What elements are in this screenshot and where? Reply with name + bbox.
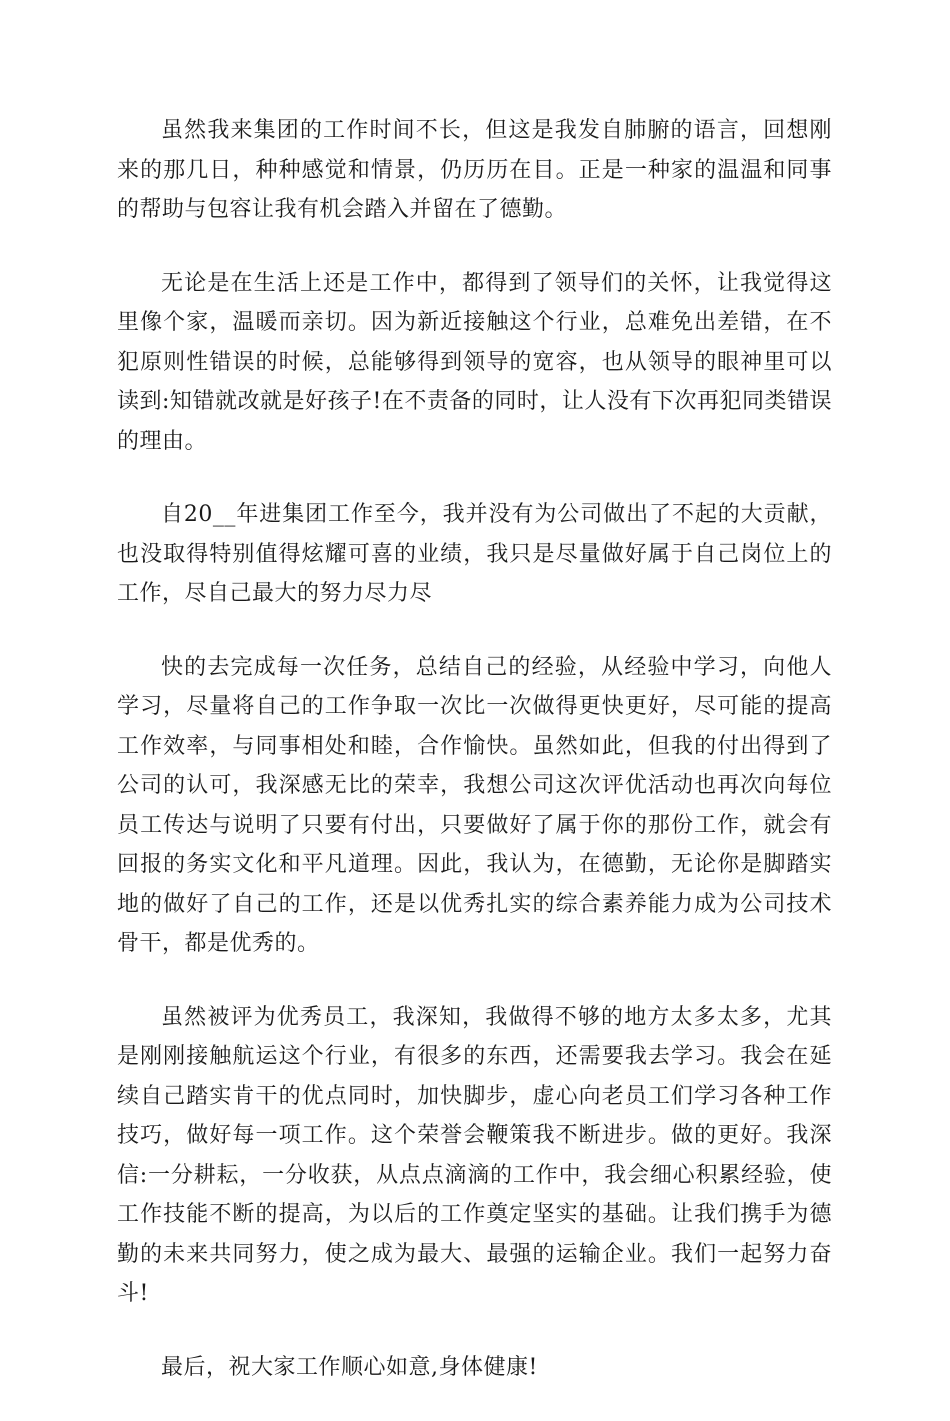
paragraph-2: 无论是在生活上还是工作中，都得到了领导们的关怀，让我觉得这里像个家，温暖而亲切。因为新近接触这个行业，总难免出差错，在不犯原则性错误的时候，总能够得到领导的宽容，也从领导的眼神里可以读到:知错就改就是好孩子!在不责备的同时，让人没有下次再犯同类错误的理由。: [117, 270, 832, 454]
document-page: [117, 111, 832, 1421]
paragraph-6: 最后，祝大家工作顺心如意,身体健康!: [161, 1354, 538, 1380]
paragraph-4: 快的去完成每一次任务，总结自己的经验，从经验中学习，向他人学习，尽量将自己的工作争取一次比一次做得更快更好，尽可能的提高工作效率，与同事相处和睦，合作愉快。虽然如此，但我的付出得到了公司的认可，我深感无比的荣幸，我想公司这次评优活动也再次向每位员工传达与说明了只要有付出，只要做好了属于你的那份工作，就会有回报的务实文化和平凡道理。因此，我认为，在德勤，无论你是脚踏实地的做好了自己的工作，还是以优秀扎实的综合素养能力成为公司技术骨干，都是优秀的。: [117, 654, 832, 956]
paragraph-5: 虽然被评为优秀员工，我深知，我做得不够的地方太多太多，尤其是刚刚接触航运这个行业，有很多的东西，还需要我去学习。我会在延续自己踏实肯干的优点同时，加快脚步，虚心向老员工们学习各种工作技巧，做好每一项工作。这个荣誉会鞭策我不断进步。做的更好。我深信:一分耕耘，一分收获，从点点滴滴的工作中，我会细心积累经验，使工作技能不断的提高，为以后的工作奠定坚实的基础。让我们携手为德勤的未来共同努力，使之成为最大、最强的运输企业。我们一起努力奋斗!: [117, 1004, 832, 1306]
paragraph-3: 自20__年进集团工作至今，我并没有为公司做出了不起的大贡献，也没取得特别值得炫耀可喜的业绩，我只是尽量做好属于自己岗位上的工作，尽自己最大的努力尽力尽: [117, 502, 832, 606]
paragraph-1: 虽然我来集团的工作时间不长，但这是我发自肺腑的语言，回想刚来的那几日，种种感觉和情景，仍历历在目。正是一种家的温温和同事的帮助与包容让我有机会踏入并留在了德勤。: [117, 118, 832, 222]
